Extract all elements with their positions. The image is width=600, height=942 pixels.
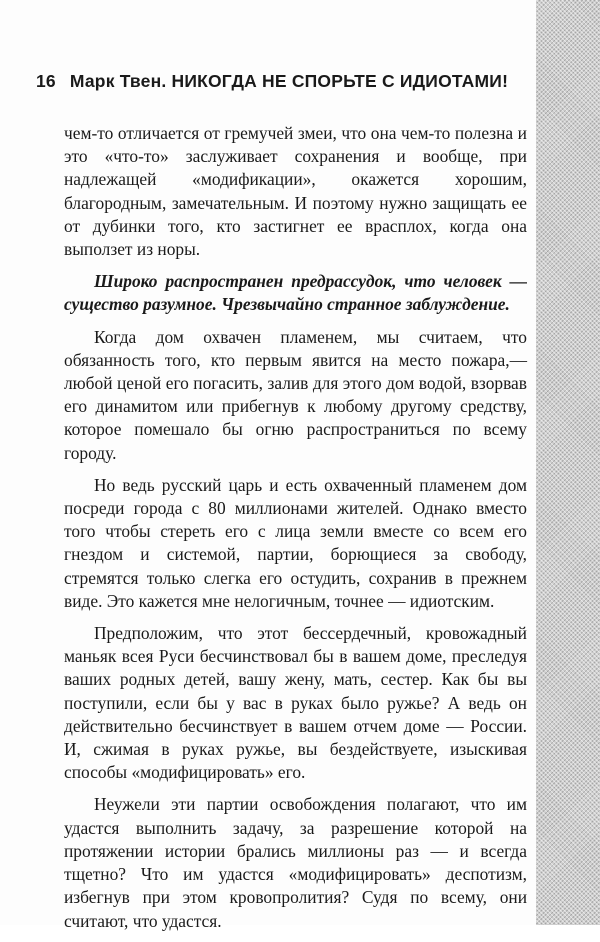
paragraph: Предположим, что этот бессердечный, кровожадный маньяк всея Руси бесчинствовал бы в вашем доме, преследуя ваших родных детей, вашу жену, мать, сестер. Как бы вы поступили, если бы у вас в руках было ружье? А ведь он действительно бесчинствует в вашем отчем доме — России. И, сжимая в руках ружье, вы бездействуете, изыскивая способы «модифицировать» его. (64, 623, 527, 783)
page-number: 16 (36, 71, 56, 91)
paragraph-aphorism: Широко распространен предрассудок, что человек — существо разумное. Чрезвычайно странное заблуждение. (64, 271, 527, 315)
paragraph: Неужели эти партии освобождения полагают, что им удастся выполнить задачу, за разрешение которой на протяжении истории брались миллионы раз — и всегда тщетно? Что им удастся «модифицировать» деспотизм, избегнув при этом кровопролития? Судя по всему, они считают, что удастся. (64, 794, 527, 931)
paragraph-continuation: чем-то отличается от гремучей змеи, что она чем-то полезна и это «что-то» заслуживает сохранения и вообще, при надлежащей «модификации», окажется хорошим, благородным, замечательным. И поэтому нужно защищать ее от дубинки того, кто застигнет ее врасплох, когда она выползет из норы. (64, 123, 527, 260)
paragraph: Но ведь русский царь и есть охваченный пламенем дом посреди города с 80 миллионами жителей. Однако вместо того чтобы стереть его с лица земли вместе со всем его гнездом и системой, партии, борющиеся за свободу, стремятся только слегка его остудить, сохранив в прежнем виде. Это кажется мне нелогичным, точнее — идиотским. (64, 474, 527, 611)
running-title: Марк Твен. НИКОГДА НЕ СПОРЬТЕ С ИДИОТАМИ! (69, 71, 509, 91)
running-head (36, 71, 516, 92)
body-text (64, 122, 527, 942)
paragraph: Когда дом охвачен пламенем, мы считаем, что обязанность того, кто первым явится на место пожара,— любой ценой его погасить, залив для этого дом водой, взорвав его динамитом или прибегнув к любому другому средству, которое помешало бы огню распространиться по всему городу. (64, 326, 527, 463)
page-edge (536, 0, 600, 925)
